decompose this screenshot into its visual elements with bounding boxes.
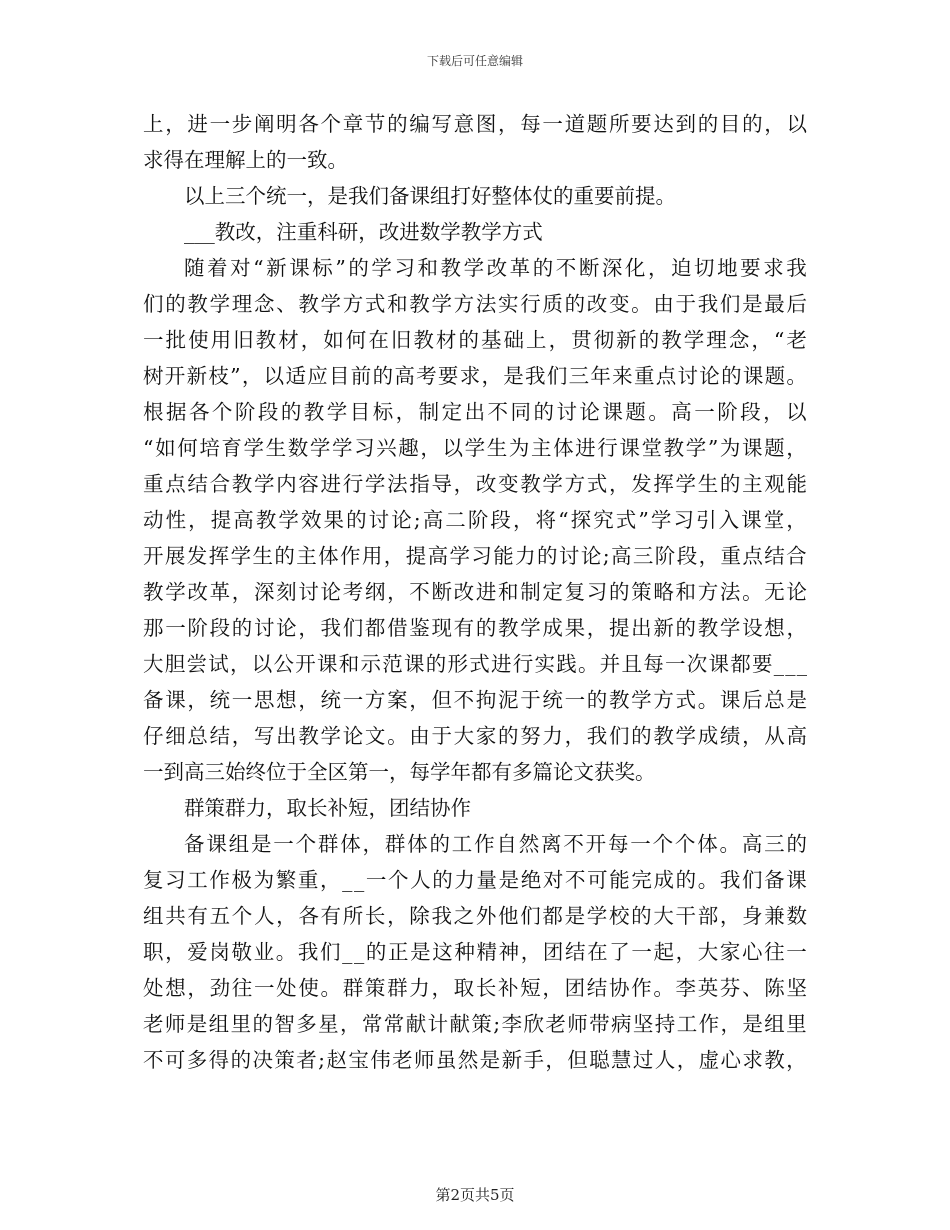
text-line: 上 ， 进 一 步 阐 明 各 个 章 节 的 编 写 意 图 ， 每 一 道 题 所 要 达 到 的 目 的 ， 以 [143,112,807,136]
section-heading: 群策群力，取长补短，团结协作 [184,796,471,820]
page-footer: 第2页共5页 [435,1186,515,1204]
text-line: 一到高三始终位于全区第一，每学年都有多篇论文获奖。 [143,760,656,784]
text-line: 仔 细 总 结 ， 写 出 教 学 论 文 。 由 于 大 家 的 努 力 ， 我 们 的 教 学 成 绩 ， 从 高 [143,724,807,748]
text-line: 求得在理解上的一致。 [143,148,348,172]
text-line: 备 课 ， 统 一 思 想 ， 统 一 方 案 ， 但 不 拘 泥 于 统 一 的 教 学 方 式 。 课 后 总 是 [143,688,807,712]
text-line: 那 一 阶 段 的 讨 论 ， 我 们 都 借 鉴 现 有 的 教 学 成 果 ， 提 出 新 的 教 学 设 想 ， [143,616,807,640]
text-line: 老 师 是 组 里 的 智 多 星 ， 常 常 献 计 献 策 ; 李 欣 老 师 带 病 坚 持 工 作 ， 是 组 里 [143,1012,807,1036]
text-line: 们 的 教 学 理 念 、 教 学 方 式 和 教 学 方 法 实 行 质 的 改 变 。 由 于 我 们 是 最 后 [143,292,807,316]
document-body [143,106,807,1078]
text-line: 动 性 ， 提 高 教 学 效 果 的 讨 论 ; 高 二 阶 段 ， 将 “ 探 究 式 ” 学 习 引 入 课 堂 ， [143,508,807,532]
text-line: 树 开 新 枝 ” ， 以 适 应 目 前 的 高 考 要 求 ， 是 我 们 三 年 来 重 点 讨 论 的 课 题 。 [143,364,807,388]
text-line: 教 学 改 革 ， 深 刻 讨 论 考 纲 ， 不 断 改 进 和 制 定 复 习 的 策 略 和 方 法 。 无 论 [143,580,807,604]
text-line: 复 习 工 作 极 为 繁 重 ， _ _ 一 个 人 的 力 量 是 绝 对 不 可 能 完 成 的 。 我 们 备 课 [143,868,807,892]
text-line: 开 展 发 挥 学 生 的 主 体 作 用 ， 提 高 学 习 能 力 的 讨 论 ; 高 三 阶 段 ， 重 点 结 合 [143,544,807,568]
text-line: 随 着 对 “ 新 课 标 ” 的 学 习 和 教 学 改 革 的 不 断 深 化 ， 迫 切 地 要 求 我 [184,256,807,280]
text-line: 根 据 各 个 阶 段 的 教 学 目 标 ， 制 定 出 不 同 的 讨 论 课 题 。 高 一 阶 段 ， 以 [143,400,807,424]
text-line: 以上三个统一，是我们备课组打好整体仗的重要前提。 [184,184,676,208]
text-line: 不 可 多 得 的 决 策 者 ; 赵 宝 伟 老 师 虽 然 是 新 手 ， 但 聪 慧 过 人 ， 虚 心 求 教 ， [143,1048,807,1072]
section-heading: ___教改，注重科研，改进数学教学方式 [184,220,543,244]
text-line: 职 ， 爱 岗 敬 业 。 我 们 _ _ 的 正 是 这 种 精 神 ， 团 结 在 了 一 起 ， 大 家 心 往 一 [143,940,807,964]
text-line: 处 想 ， 劲 往 一 处 使 。 群 策 群 力 ， 取 长 补 短 ， 团 结 协 作 。 李 英 芬 、 陈 坚 [143,976,807,1000]
text-line: “ 如 何 培 育 学 生 数 学 学 习 兴 趣 ， 以 学 生 为 主 体 进 行 课 堂 教 学 ” 为 课 题 ， [143,436,807,460]
text-line: 重 点 结 合 教 学 内 容 进 行 学 法 指 导 ， 改 变 教 学 方 式 ， 发 挥 学 生 的 主 观 能 [143,472,807,496]
text-line: 备 课 组 是 一 个 群 体 ， 群 体 的 工 作 自 然 离 不 开 每 一 个 个 体 。 高 三 的 [184,832,807,856]
page-header: 下载后可任意编辑 [426,54,523,68]
text-line: 一 批 使 用 旧 教 材 ， 如 何 在 旧 教 材 的 基 础 上 ， 贯 彻 新 的 教 学 理 念 ， “ 老 [143,328,807,352]
text-line: 组 共 有 五 个 人 ， 各 有 所 长 ， 除 我 之 外 他 们 都 是 学 校 的 大 干 部 ， 身 兼 数 [143,904,807,928]
text-line: 大 胆 尝 试 ， 以 公 开 课 和 示 范 课 的 形 式 进 行 实 践 。 并 且 每 一 次 课 都 要 _ _ _ [143,652,807,676]
